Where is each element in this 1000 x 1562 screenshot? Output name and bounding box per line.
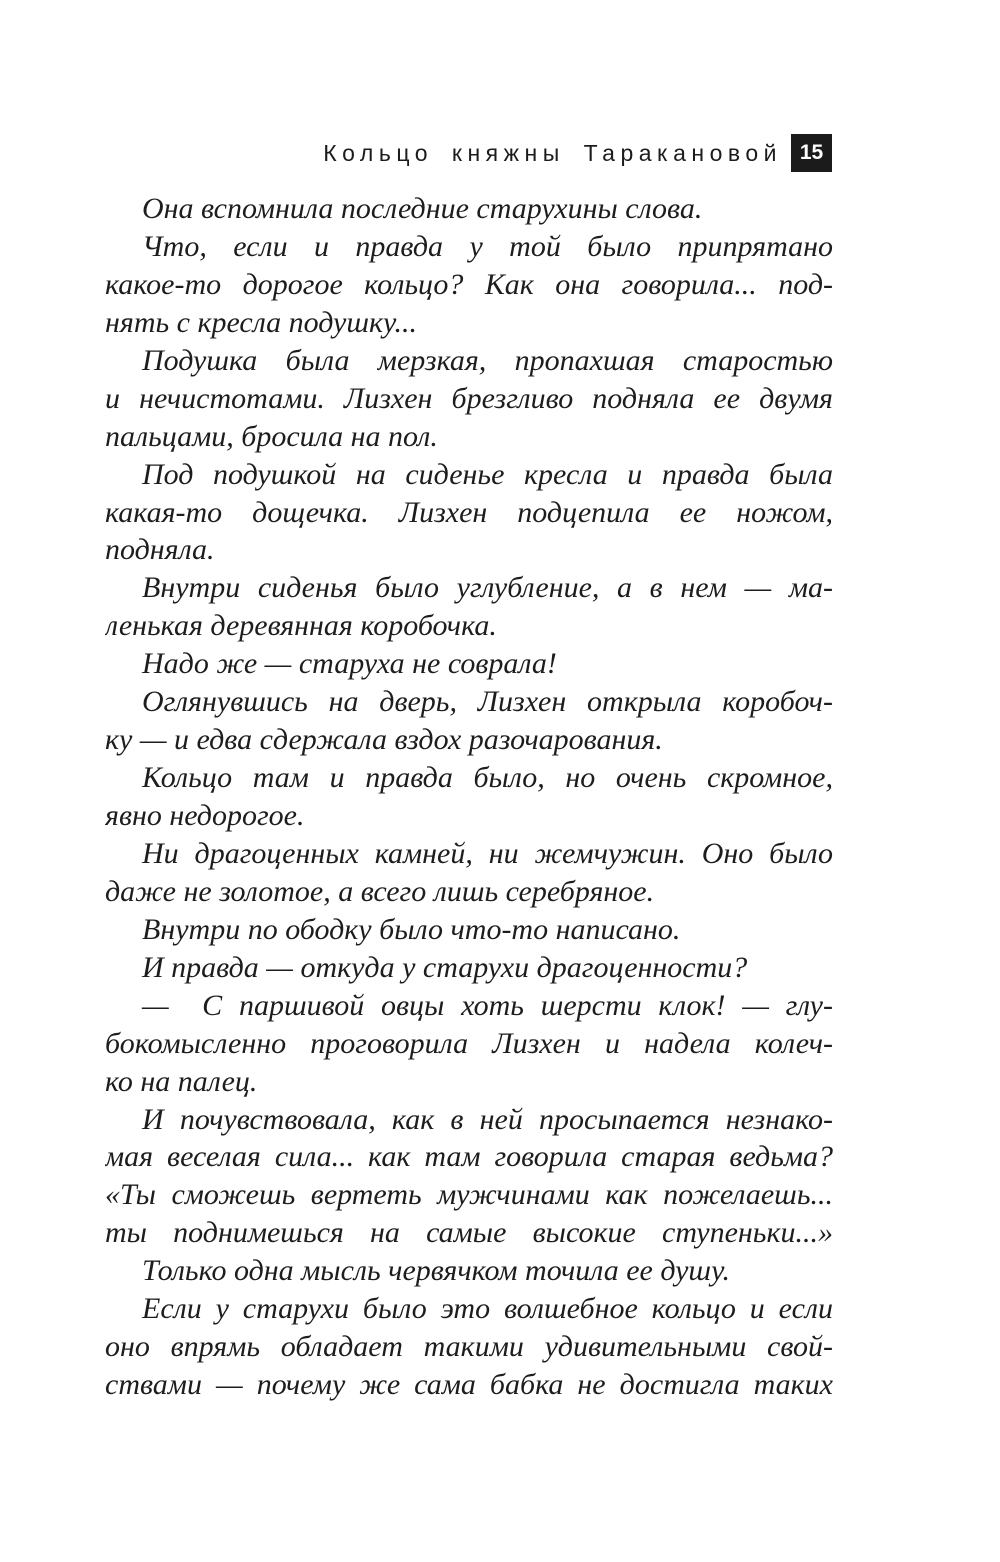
text-line: Внутри по ободку было что-то написано. <box>142 912 681 946</box>
text-line: оно впрямь обладает такими удивительными свой- <box>105 1330 833 1364</box>
page-number-badge <box>791 134 832 172</box>
text-line: Ни драгоценных камней, ни жемчужин. Оно было <box>142 836 833 870</box>
text-line: какое-то дорогое кольцо? Как она говорила... под- <box>105 267 833 301</box>
text-line: пальцами, бросила на пол. <box>105 419 438 453</box>
text-line: Внутри сиденья было углубление, а в нем — ма- <box>142 571 833 605</box>
text-line: — С паршивой овцы хоть шерсти клок! — глу- <box>142 988 833 1022</box>
text-line: ку — и едва сдержала вздох разочарования. <box>105 723 663 757</box>
text-line: ленькая деревянная коробочка. <box>105 609 497 643</box>
text-line: даже не золотое, а всего лишь серебряное. <box>105 874 655 908</box>
text-line: Только одна мысль червячком точила ее душу. <box>142 1254 731 1288</box>
text-line: Если у старухи было это волшебное кольцо и если <box>142 1292 833 1326</box>
text-line: Оглянувшись на дверь, Лизхен открыла коробоч- <box>142 685 833 719</box>
page-header <box>323 134 832 172</box>
text-line: мая веселая сила... как там говорила старая ведьма? <box>105 1140 833 1174</box>
text-line: Подушка была мерзкая, пропахшая старостью <box>142 343 833 377</box>
text-line: ко на палец. <box>105 1064 258 1098</box>
text-line: ты поднимешься на самые высокие ступеньки...» <box>105 1216 833 1250</box>
text-line: И почувствовала, как в ней просыпается незнако- <box>142 1102 833 1136</box>
text-line: Кольцо там и правда было, но очень скромное, <box>142 761 833 795</box>
text-line: Под подушкой на сиденье кресла и правда была <box>142 457 833 491</box>
text-line: какая-то дощечка. Лизхен подцепила ее ножом, <box>105 495 833 529</box>
text-line: и нечистотами. Лизхен брезгливо подняла ее двумя <box>105 381 833 415</box>
text-line: Надо же — старуха не соврала! <box>142 647 557 681</box>
text-line: И правда — откуда у старухи драгоценности? <box>142 950 748 984</box>
text-line: Она вспомнила последние старухины слова. <box>142 192 703 225</box>
text-line: бокомысленно проговорила Лизхен и надела колеч- <box>105 1026 833 1060</box>
text-line: нять с кресла подушку... <box>105 305 417 339</box>
text-line: Что, если и правда у той было припрятано <box>142 229 833 263</box>
body-text <box>105 190 833 1404</box>
text-line: подняла. <box>105 533 215 567</box>
text-line: «Ты сможешь вертеть мужчинами как пожелаешь... <box>105 1178 833 1212</box>
text-line: ствами — почему же сама бабка не достигла таких <box>105 1368 833 1402</box>
running-title: Кольцо княжны Таракановой <box>323 139 782 166</box>
text-line: явно недорогое. <box>105 799 305 832</box>
page-number: 15 <box>799 141 824 164</box>
